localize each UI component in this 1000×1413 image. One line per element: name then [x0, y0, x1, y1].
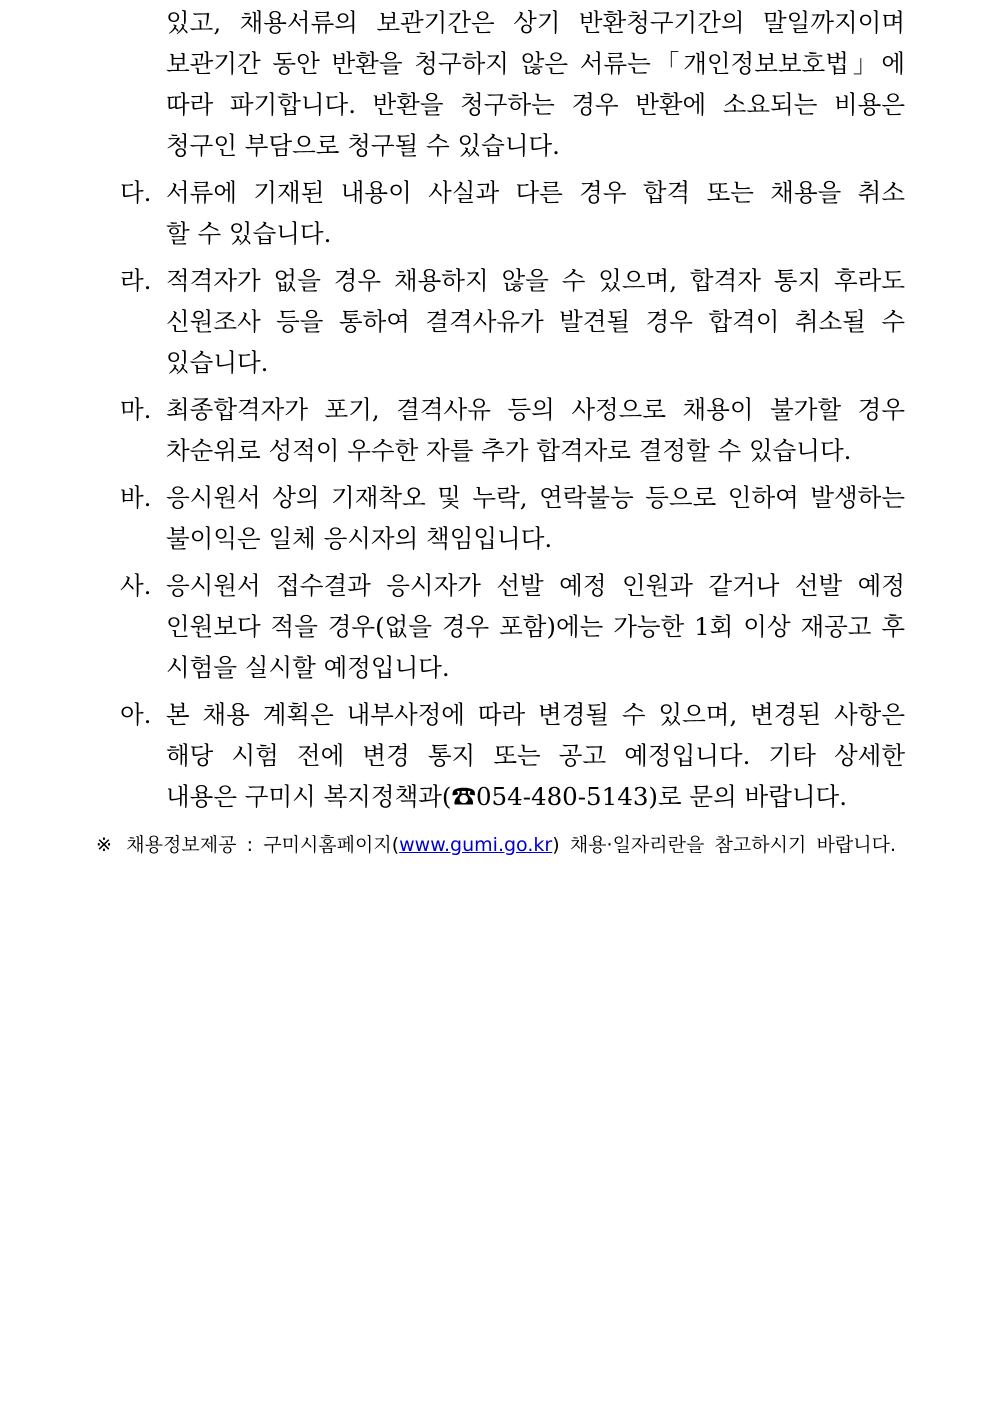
item-marker: 라.	[120, 266, 152, 295]
text-line: 서류에 기재된 내용이 사실과 다른 경우 합격 또는 채용을 취소	[166, 178, 905, 207]
text-line: 청구인 부담으로 청구될 수 있습니다.	[166, 131, 560, 160]
list-item	[120, 477, 905, 559]
list-item	[120, 389, 905, 471]
list-item	[120, 694, 905, 817]
text-line: 불이익은 일체 응시자의 책임입니다.	[166, 524, 553, 553]
text-line: 시험을 실시할 예정입니다.	[166, 653, 450, 682]
homepage-link[interactable]: www.gumi.go.kr	[399, 834, 553, 856]
footnote	[96, 830, 896, 860]
text-line: 차순위로 성적이 우수한 자를 추가 합격자로 결정할 수 있습니다.	[166, 436, 852, 465]
text-line: 내용은 구미시 복지정책과(☎054-480-5143)로 문의 바랍니다.	[166, 782, 847, 811]
text-line: 보관기간 동안 반환을 청구하지 않은 서류는「개인정보보호법」에	[166, 49, 905, 78]
item-marker: 바.	[120, 483, 152, 512]
item-marker: 아.	[120, 700, 152, 729]
footnote-prefix: ※ 채용정보제공 : 구미시홈페이지(	[96, 834, 400, 856]
item-marker: 다.	[120, 178, 152, 207]
text-line: 최종합격자가 포기, 결격사유 등의 사정으로 채용이 불가할 경우	[166, 395, 905, 424]
text-line: 응시원서 접수결과 응시자가 선발 예정 인원과 같거나 선발 예정	[166, 571, 905, 600]
text-line: 인원보다 적을 경우(없을 경우 포함)에는 가능한 1회 이상 재공고 후	[166, 612, 905, 641]
list-item	[120, 172, 905, 254]
notice-items	[120, 2, 905, 817]
list-item	[120, 260, 905, 383]
text-line: 해당 시험 전에 변경 통지 또는 공고 예정입니다. 기타 상세한	[166, 741, 905, 770]
text-line: 있습니다.	[166, 348, 269, 377]
footnote-suffix: ) 채용·일자리란을 참고하시기 바랍니다.	[552, 834, 896, 856]
text-line: 적격자가 없을 경우 채용하지 않을 수 있으며, 합격자 통지 후라도	[166, 266, 905, 295]
list-item	[120, 565, 905, 688]
text-line: 신원조사 등을 통하여 결격사유가 발견될 경우 합격이 취소될 수	[166, 307, 905, 336]
text-line: 있고, 채용서류의 보관기간은 상기 반환청구기간의 말일까지이며	[166, 8, 905, 37]
item-marker: 사.	[120, 571, 152, 600]
text-line: 할 수 있습니다.	[166, 219, 332, 248]
text-line: 본 채용 계획은 내부사정에 따라 변경될 수 있으며, 변경된 사항은	[166, 700, 905, 729]
text-line: 따라 파기합니다. 반환을 청구하는 경우 반환에 소요되는 비용은	[166, 90, 905, 119]
text-line: 응시원서 상의 기재착오 및 누락, 연락불능 등으로 인하여 발생하는	[166, 483, 905, 512]
item-marker: 마.	[120, 395, 152, 424]
list-item	[120, 2, 905, 166]
